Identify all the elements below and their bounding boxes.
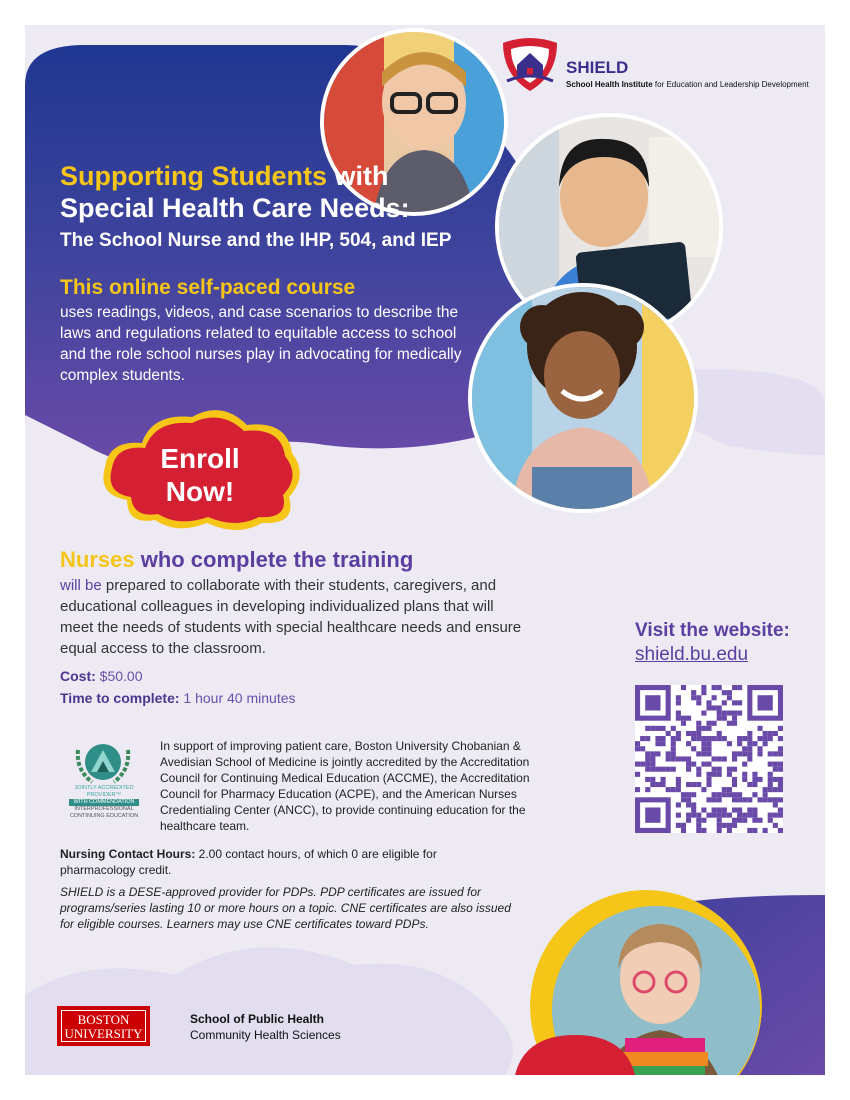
course-subheading: This online self-paced course	[60, 276, 356, 299]
course-description: uses readings, videos, and case scenarios to describe the laws and regulations related to equitable access to school and the role school nurses play in advocating for medically complex students.	[60, 304, 462, 384]
nurses-heading: Nurses who complete the training	[60, 547, 414, 572]
photo-girl-wheelchair	[468, 283, 698, 513]
qr-code-icon[interactable]	[635, 685, 783, 833]
shield-pdp-note: SHIELD is a DESE-approved provider for PDPs. PDP certificates are issued for programs/series lasting 10 or more hours on a topic. CNE certificates are also issued for eligible courses. Learners may use CNE certificates toward PDPs.	[60, 885, 511, 931]
shield-org-full: School Health Institute for Education and Leadership Development	[566, 80, 809, 89]
time-line: Time to complete: 1 hour 40 minutes	[60, 690, 296, 706]
website-link[interactable]: shield.bu.edu	[635, 644, 749, 665]
school-of-public-health: School of Public Health	[190, 1012, 325, 1026]
nursing-contact-hours: Nursing Contact Hours: 2.00 contact hours, of which 0 are eligible for pharmacology credit.	[60, 847, 437, 877]
jointly-accredited-badge-icon	[72, 738, 134, 788]
enroll-now-button[interactable]: Enroll Now!	[160, 443, 240, 507]
nurses-description: will be prepared to collaborate with their students, caregivers, and educational colleagues in developing individualized plans that will meet the needs of students with special healthcare needs and ensure equal access to the classroom.	[60, 577, 522, 657]
shield-org-name: SHIELD	[566, 58, 629, 77]
accreditation-statement: In support of improving patient care, Boston University Chobanian & Avedisian School of Medicine is jointly accredited by the Accreditation Council for Continuing Medical Education (ACCME), the Accreditation Council for Pharmacy Education (ACPE), and the American Nurses Credentialing Center (ANCC), to provide continuing education for the healthcare team.	[160, 739, 530, 833]
jointly-accredited-badge-text: JOINTLY ACCREDITED PROVIDER™ WITH COMMENDATION INTERPROFESSIONAL CONTINUING EDUCATION	[69, 785, 139, 819]
red-accent-shape	[515, 1035, 635, 1075]
hero-title-line1: Supporting Students with	[60, 161, 389, 191]
community-health-sciences: Community Health Sciences	[190, 1028, 341, 1042]
boston-university-logo: BOSTON UNIVERSITY	[57, 1006, 150, 1046]
hero-title-line2: Special Health Care Needs:	[60, 193, 410, 223]
visit-website-label: Visit the website:	[635, 620, 790, 641]
hero-title-line3: The School Nurse and the IHP, 504, and IEP	[60, 230, 452, 251]
cost-line: Cost: $50.00	[60, 668, 143, 684]
shield-logo-icon	[499, 35, 561, 95]
